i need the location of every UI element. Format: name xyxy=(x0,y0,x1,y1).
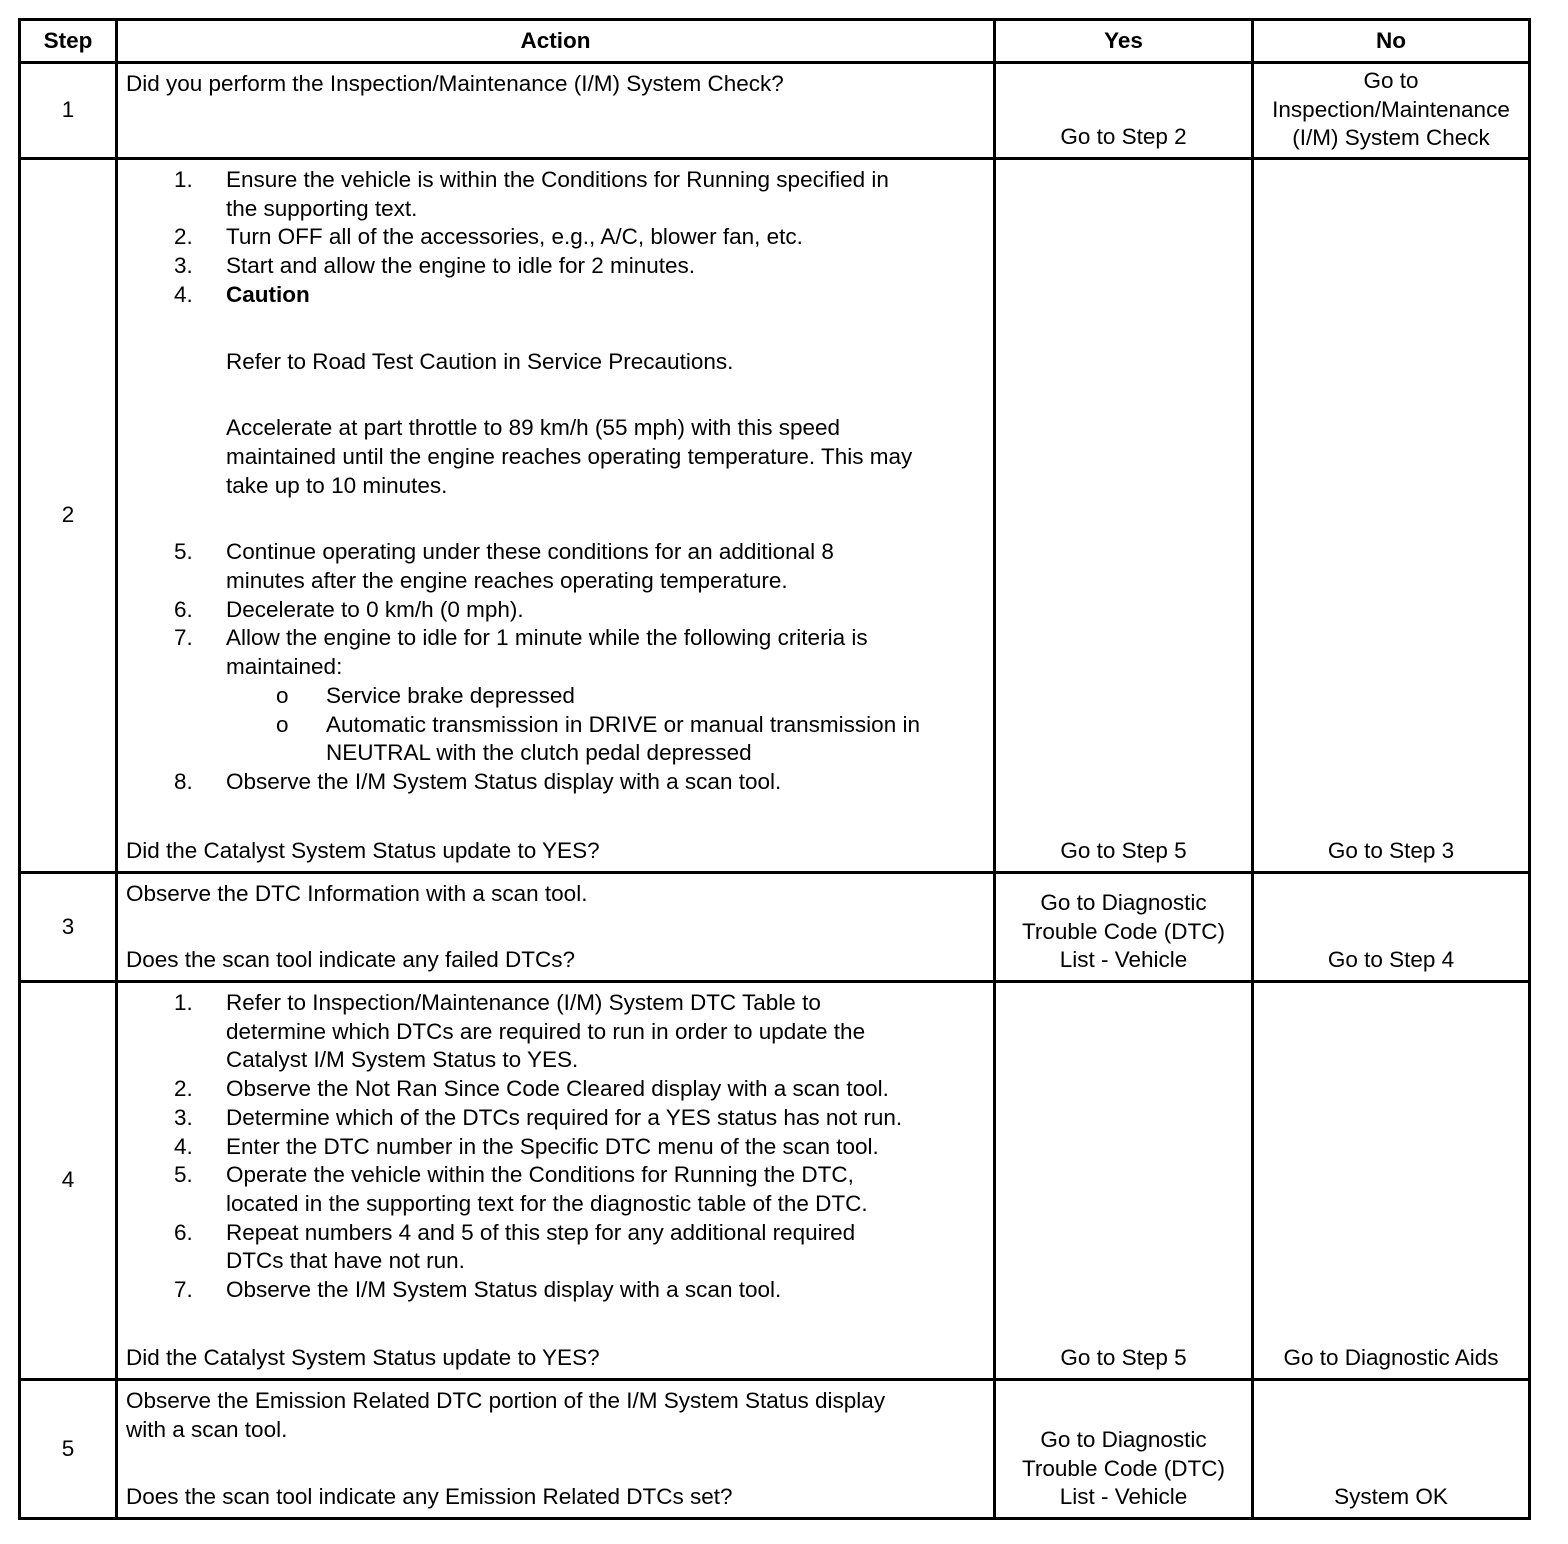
item-text: Observe the I/M System Status display with a scan tool. xyxy=(226,1277,782,1303)
item-text: minutes after the engine reaches operating temperature. xyxy=(226,568,788,594)
caution-action xyxy=(126,414,987,500)
spacer xyxy=(126,376,987,414)
list-item xyxy=(126,1276,987,1305)
yes-result-line: Trouble Code (DTC) xyxy=(1022,1455,1225,1481)
question-text: Did the Catalyst System Status update to YES? xyxy=(126,838,600,864)
item-text: Repeat numbers 4 and 5 of this step for any additional required xyxy=(226,1219,856,1245)
list-item xyxy=(126,1161,987,1218)
item-text: maintained: xyxy=(226,654,343,680)
list-item xyxy=(126,624,987,681)
item-number: 4. xyxy=(174,281,193,307)
item-number: 7. xyxy=(174,625,193,651)
no-result-line: Go to xyxy=(1363,67,1419,93)
item-text: Turn OFF all of the accessories, e.g., A/C, blower fan, etc. xyxy=(226,224,803,250)
item-text: Observe the Not Ran Since Code Cleared display with a scan tool. xyxy=(226,1076,889,1102)
no-result xyxy=(1254,160,1528,871)
item-text: DTCs that have not run. xyxy=(226,1248,465,1274)
sub-list-item xyxy=(126,682,987,711)
no-result xyxy=(1254,874,1528,980)
yes-result xyxy=(996,160,1251,871)
step-number: 2 xyxy=(61,502,75,528)
header-step: Step xyxy=(43,27,93,53)
yes-result xyxy=(996,64,1251,157)
yes-result-line: Go to Diagnostic xyxy=(1040,1426,1207,1452)
list-item xyxy=(126,281,987,310)
step-number: 3 xyxy=(61,913,75,939)
item-text: Catalyst I/M System Status to YES. xyxy=(226,1047,579,1073)
diagnostic-table xyxy=(18,18,1531,1520)
action-text: Observe the DTC Information with a scan tool. xyxy=(126,881,588,906)
goto-step-link: System OK xyxy=(1334,1484,1448,1510)
item-number: 1. xyxy=(174,990,193,1015)
goto-step-link: Go to Step 5 xyxy=(1060,1345,1187,1371)
list-item xyxy=(126,252,987,281)
action-cell xyxy=(118,983,993,1378)
item-text: Decelerate to 0 km/h (0 mph). xyxy=(226,596,524,622)
item-number: 2. xyxy=(174,1076,193,1102)
bullet-icon: o xyxy=(276,711,289,737)
table-border xyxy=(18,1517,1531,1520)
item-text: Ensure the vehicle is within the Conditions for Running specified in xyxy=(226,167,889,192)
goto-step-link: Go to Diagnostic Aids xyxy=(1283,1345,1499,1371)
item-text: Operate the vehicle within the Conditions for Running the DTC, xyxy=(226,1162,854,1188)
step-number: 4 xyxy=(61,1167,75,1193)
sub-list-item xyxy=(126,711,987,768)
item-number: 6. xyxy=(174,1219,193,1245)
yes-result-line: Go to Diagnostic xyxy=(1040,889,1207,915)
item-text: Automatic transmission in DRIVE or manual transmission in xyxy=(326,711,920,737)
paragraph-line: take up to 10 minutes. xyxy=(226,472,448,498)
yes-result xyxy=(996,983,1251,1378)
question-text: Does the scan tool indicate any failed DTCs? xyxy=(126,947,575,973)
header-no: No xyxy=(1376,27,1406,53)
step-number: 1 xyxy=(61,97,75,123)
question-text: Did you perform the Inspection/Maintenance (I/M) System Check? xyxy=(126,71,784,96)
yes-result xyxy=(996,1381,1251,1517)
list-item xyxy=(126,1219,987,1276)
item-number: 7. xyxy=(174,1277,193,1303)
item-text: Service brake depressed xyxy=(326,682,575,708)
item-number: 3. xyxy=(174,253,193,279)
item-text: the supporting text. xyxy=(226,195,418,221)
item-text: determine which DTCs are required to run in order to update the xyxy=(226,1018,866,1044)
item-text: Continue operating under these conditions for an additional 8 xyxy=(226,539,834,565)
list-item xyxy=(126,166,987,223)
paragraph-line: maintained until the engine reaches operating temperature. This may xyxy=(226,443,913,469)
spacer xyxy=(126,310,987,348)
bullet-icon: o xyxy=(276,682,289,708)
action-cell xyxy=(118,64,993,157)
paragraph-line: with a scan tool. xyxy=(126,1416,288,1442)
header-yes: Yes xyxy=(1104,27,1143,53)
action-cell xyxy=(118,874,993,980)
list-item xyxy=(126,538,987,595)
step-number: 5 xyxy=(61,1435,75,1461)
list-item xyxy=(126,223,987,252)
item-text: Refer to Inspection/Maintenance (I/M) System DTC Table to xyxy=(226,990,821,1015)
item-number: 2. xyxy=(174,224,193,250)
no-result xyxy=(1254,1381,1528,1517)
action-text xyxy=(126,1387,987,1444)
action-cell xyxy=(118,160,993,871)
item-text: NEUTRAL with the clutch pedal depressed xyxy=(326,740,752,766)
item-number: 1. xyxy=(174,167,193,192)
item-number: 3. xyxy=(174,1104,193,1130)
goto-step-link: Go to Step 2 xyxy=(1060,124,1187,150)
caution-note: Refer to Road Test Caution in Service Precautions. xyxy=(226,348,734,374)
question-text: Did the Catalyst System Status update to YES? xyxy=(126,1345,600,1371)
yes-result-line: Trouble Code (DTC) xyxy=(1022,918,1225,944)
no-result xyxy=(1254,64,1528,157)
table-border xyxy=(1528,18,1531,1520)
list-item xyxy=(126,768,987,797)
list-item xyxy=(126,1075,987,1104)
item-text: Start and allow the engine to idle for 2 minutes. xyxy=(226,253,696,279)
yes-result xyxy=(996,874,1251,980)
item-text: Allow the engine to idle for 1 minute while the following criteria is xyxy=(226,625,868,651)
item-number: 5. xyxy=(174,1162,193,1188)
item-text: Observe the I/M System Status display with a scan tool. xyxy=(226,768,782,794)
item-number: 4. xyxy=(174,1133,193,1159)
paragraph-line: Observe the Emission Related DTC portion of the I/M System Status display xyxy=(126,1388,886,1413)
goto-step-link: Go to Step 3 xyxy=(1327,838,1455,864)
no-result-line: (I/M) System Check xyxy=(1292,125,1490,151)
question-text: Does the scan tool indicate any Emission Related DTCs set? xyxy=(126,1484,733,1510)
goto-step-link: Go to Step 5 xyxy=(1060,838,1187,864)
item-text: Enter the DTC number in the Specific DTC menu of the scan tool. xyxy=(226,1133,879,1159)
yes-result-line: List - Vehicle xyxy=(1059,1484,1188,1510)
spacer xyxy=(126,500,987,538)
no-result-line: Inspection/Maintenance xyxy=(1272,96,1510,122)
header-action: Action xyxy=(520,27,591,53)
item-text: Determine which of the DTCs required for a YES status has not run. xyxy=(226,1104,903,1130)
yes-result-line: List - Vehicle xyxy=(1059,947,1188,973)
caution-label: Caution xyxy=(226,281,310,307)
action-cell xyxy=(118,1381,993,1517)
item-number: 6. xyxy=(174,596,193,622)
item-number: 5. xyxy=(174,539,193,565)
list-item xyxy=(126,1133,987,1162)
paragraph-line: Accelerate at part throttle to 89 km/h (55 mph) with this speed xyxy=(226,415,841,441)
goto-step-link: Go to Step 4 xyxy=(1327,947,1455,973)
list-item xyxy=(126,596,987,625)
no-result xyxy=(1254,983,1528,1378)
list-item xyxy=(126,989,987,1075)
item-text: located in the supporting text for the diagnostic table of the DTC. xyxy=(226,1190,868,1216)
list-item xyxy=(126,1104,987,1133)
item-number: 8. xyxy=(174,768,193,794)
